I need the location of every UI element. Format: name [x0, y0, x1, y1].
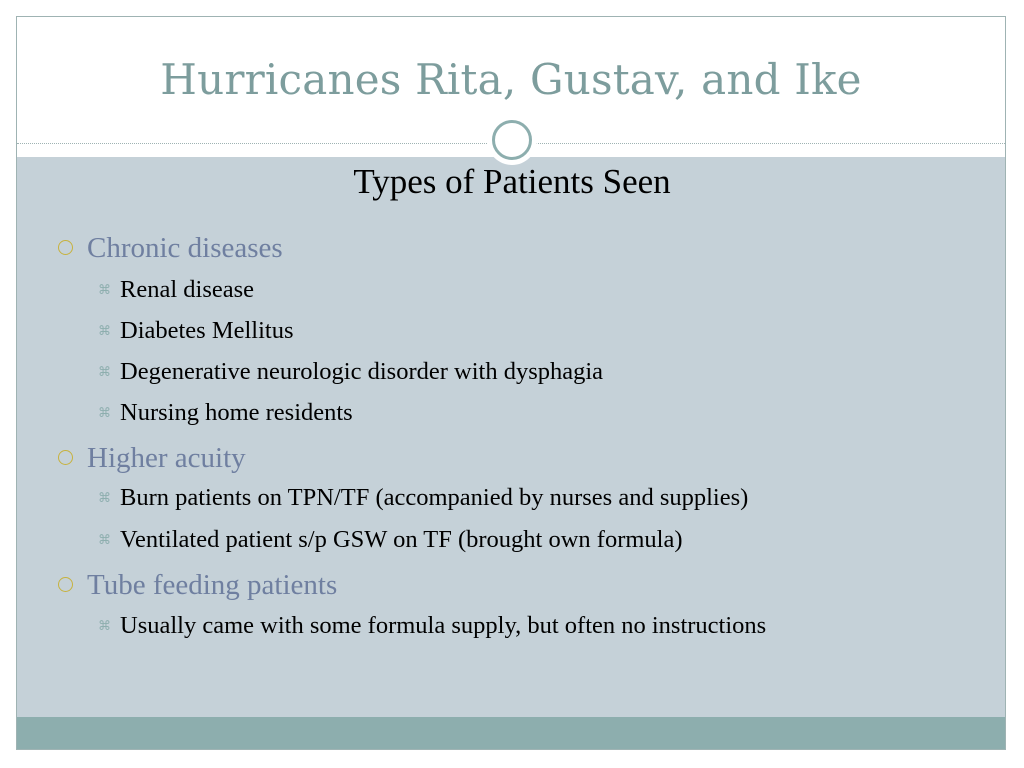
section-heading — [58, 232, 283, 265]
footer-band — [17, 717, 1005, 750]
list-item — [98, 358, 603, 386]
ring-ornament-icon — [487, 115, 537, 165]
section-heading-text: Chronic diseases — [87, 232, 283, 264]
x-bullet-icon: ⌘ — [98, 283, 111, 298]
ring-bullet-icon — [58, 577, 73, 592]
list-item — [98, 317, 294, 345]
section-heading — [58, 442, 246, 475]
ring-inner — [492, 120, 532, 160]
x-bullet-icon: ⌘ — [98, 619, 111, 634]
x-bullet-icon: ⌘ — [98, 365, 111, 380]
list-item — [98, 612, 766, 640]
list-item-text: Ventilated patient s/p GSW on TF (brought own formula) — [120, 526, 683, 553]
list-item — [98, 399, 353, 427]
list-item — [98, 276, 254, 304]
slide-title: Hurricanes Rita, Gustav, and Ike — [160, 55, 862, 104]
x-bullet-icon: ⌘ — [98, 491, 111, 506]
x-bullet-icon: ⌘ — [98, 533, 111, 548]
section-heading-text: Higher acuity — [87, 442, 246, 474]
list-item-text: Usually came with some formula supply, but often no instructions — [120, 612, 767, 639]
list-item — [98, 484, 748, 512]
x-bullet-icon: ⌘ — [98, 406, 111, 421]
list-item — [98, 526, 683, 554]
section-heading-text: Tube feeding patients — [87, 569, 338, 601]
x-bullet-icon: ⌘ — [98, 324, 111, 339]
ring-bullet-icon — [58, 240, 73, 255]
list-item-text: Renal disease — [120, 276, 255, 303]
ring-bullet-icon — [58, 450, 73, 465]
list-item-text: Diabetes Mellitus — [120, 317, 294, 344]
slide-subtitle: Types of Patients Seen — [353, 162, 671, 201]
list-item-text: Burn patients on TPN/TF (accompanied by nurses and supplies) — [120, 484, 749, 511]
section-heading — [58, 569, 337, 602]
list-item-text: Nursing home residents — [120, 399, 353, 426]
list-item-text: Degenerative neurologic disorder with dysphagia — [120, 358, 604, 385]
